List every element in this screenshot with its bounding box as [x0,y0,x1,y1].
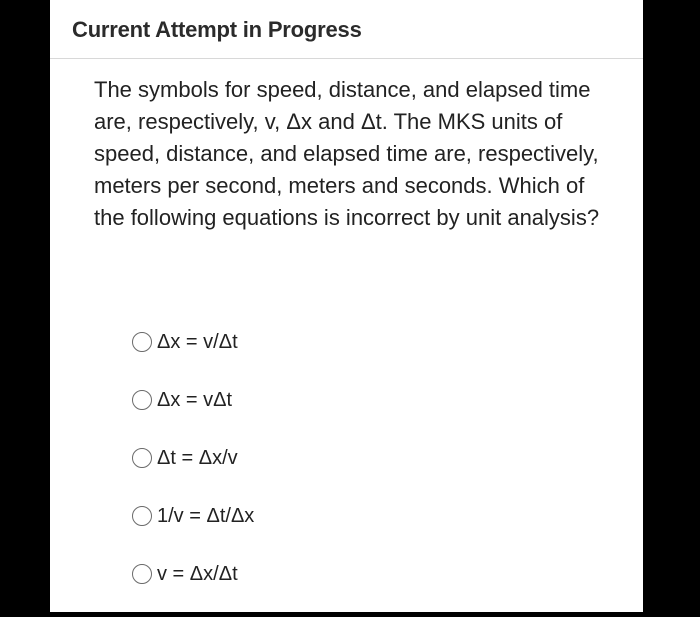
option-label: v = Δx/Δt [157,563,238,585]
question-panel [50,0,643,612]
header [50,0,643,59]
option-label: 1/v = Δt/Δx [157,505,255,527]
question-text: The symbols for speed, distance, and elapsed time are, respectively, v, Δx and Δt. The MKS units of speed, distance, and elapsed time are, respectively, meters per second, meters and seconds. Which of the following equations is incorrect by unit analysis? [94,77,600,230]
answer-options [132,327,532,617]
radio-button-icon[interactable] [132,506,152,526]
answer-option-1[interactable] [132,327,532,385]
answer-option-5[interactable] [132,559,532,617]
answer-option-3[interactable] [132,443,532,501]
radio-button-icon[interactable] [132,390,152,410]
answer-option-2[interactable] [132,385,532,443]
screen-border [643,0,700,612]
answer-option-4[interactable] [132,501,532,559]
option-label: Δx = vΔt [157,389,233,411]
option-label: Δt = Δx/v [157,447,238,469]
radio-button-icon[interactable] [132,332,152,352]
radio-button-icon[interactable] [132,564,152,584]
radio-button-icon[interactable] [132,448,152,468]
page-title: Current Attempt in Progress [72,17,362,42]
option-label: Δx = v/Δt [157,331,238,353]
